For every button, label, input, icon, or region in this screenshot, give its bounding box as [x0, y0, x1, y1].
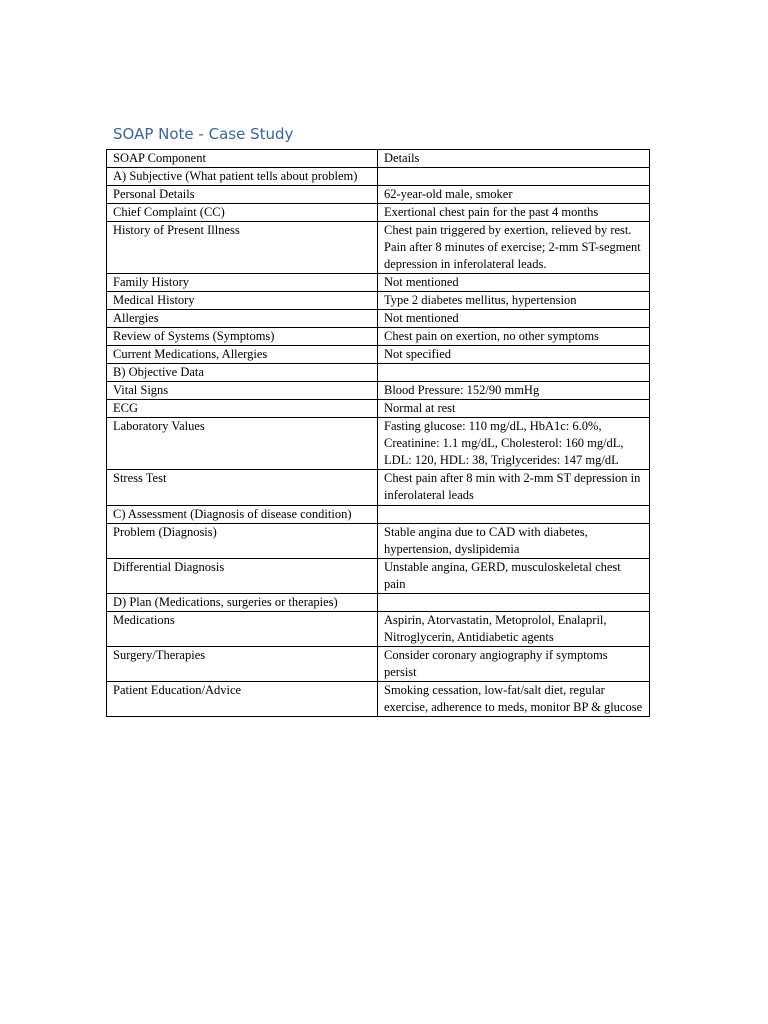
component-cell: Review of Systems (Symptoms): [107, 328, 378, 346]
component-cell: History of Present Illness: [107, 222, 378, 274]
details-cell: [378, 168, 650, 186]
details-cell: [378, 594, 650, 612]
details-cell: Stable angina due to CAD with diabetes, hypertension, dyslipidemia: [378, 524, 650, 559]
table-row: [107, 594, 650, 612]
table-row: [107, 524, 650, 559]
details-cell: [378, 364, 650, 382]
table-row: [107, 328, 650, 346]
table-header-row: [107, 150, 650, 168]
component-cell: Problem (Diagnosis): [107, 524, 378, 559]
table-row: [107, 186, 650, 204]
table-row: [107, 346, 650, 364]
details-cell: Chest pain after 8 min with 2-mm ST depression in inferolateral leads: [378, 470, 650, 506]
component-cell: Family History: [107, 274, 378, 292]
component-cell: Laboratory Values: [107, 418, 378, 470]
table-row: [107, 274, 650, 292]
component-cell: Patient Education/Advice: [107, 682, 378, 717]
table-row: [107, 682, 650, 717]
component-cell: ECG: [107, 400, 378, 418]
details-cell: Chest pain triggered by exertion, relieved by rest. Pain after 8 minutes of exercise; 2-mm ST-segment depression in inferolateral leads.: [378, 222, 650, 274]
component-cell: Surgery/Therapies: [107, 647, 378, 682]
details-cell: [378, 506, 650, 524]
component-cell: Vital Signs: [107, 382, 378, 400]
details-cell: Consider coronary angiography if symptoms persist: [378, 647, 650, 682]
table-row: [107, 222, 650, 274]
component-cell: Personal Details: [107, 186, 378, 204]
component-cell: A) Subjective (What patient tells about problem): [107, 168, 378, 186]
table-row: [107, 559, 650, 594]
details-cell: Smoking cessation, low-fat/salt diet, regular exercise, adherence to meds, monitor BP & glucose: [378, 682, 650, 717]
component-cell: Allergies: [107, 310, 378, 328]
details-cell: Chest pain on exertion, no other symptoms: [378, 328, 650, 346]
column-header-details: Details: [378, 150, 650, 168]
table-row: [107, 310, 650, 328]
table-row: [107, 506, 650, 524]
table-row: [107, 470, 650, 506]
table-row: [107, 292, 650, 310]
table-row: [107, 364, 650, 382]
component-cell: Current Medications, Allergies: [107, 346, 378, 364]
component-cell: D) Plan (Medications, surgeries or therapies): [107, 594, 378, 612]
component-cell: C) Assessment (Diagnosis of disease condition): [107, 506, 378, 524]
component-cell: Stress Test: [107, 470, 378, 506]
page-title: SOAP Note - Case Study: [113, 125, 294, 143]
table-row: [107, 612, 650, 647]
soap-note-table: [106, 149, 650, 717]
details-cell: Not mentioned: [378, 310, 650, 328]
details-cell: Exertional chest pain for the past 4 months: [378, 204, 650, 222]
details-cell: 62-year-old male, smoker: [378, 186, 650, 204]
table-row: [107, 400, 650, 418]
component-cell: Chief Complaint (CC): [107, 204, 378, 222]
component-cell: Medications: [107, 612, 378, 647]
column-header-component: SOAP Component: [107, 150, 378, 168]
details-cell: Fasting glucose: 110 mg/dL, HbA1c: 6.0%, Creatinine: 1.1 mg/dL, Cholesterol: 160 mg/dL, LDL: 120, HDL: 38, Triglycerides: 147 mg/dL: [378, 418, 650, 470]
details-cell: Aspirin, Atorvastatin, Metoprolol, Enalapril, Nitroglycerin, Antidiabetic agents: [378, 612, 650, 647]
details-cell: Not mentioned: [378, 274, 650, 292]
details-cell: Blood Pressure: 152/90 mmHg: [378, 382, 650, 400]
details-cell: Normal at rest: [378, 400, 650, 418]
component-cell: Medical History: [107, 292, 378, 310]
details-cell: Not specified: [378, 346, 650, 364]
component-cell: Differential Diagnosis: [107, 559, 378, 594]
table-row: [107, 382, 650, 400]
table-row: [107, 647, 650, 682]
table-row: [107, 418, 650, 470]
table-row: [107, 168, 650, 186]
details-cell: Type 2 diabetes mellitus, hypertension: [378, 292, 650, 310]
component-cell: B) Objective Data: [107, 364, 378, 382]
table-row: [107, 204, 650, 222]
details-cell: Unstable angina, GERD, musculoskeletal chest pain: [378, 559, 650, 594]
